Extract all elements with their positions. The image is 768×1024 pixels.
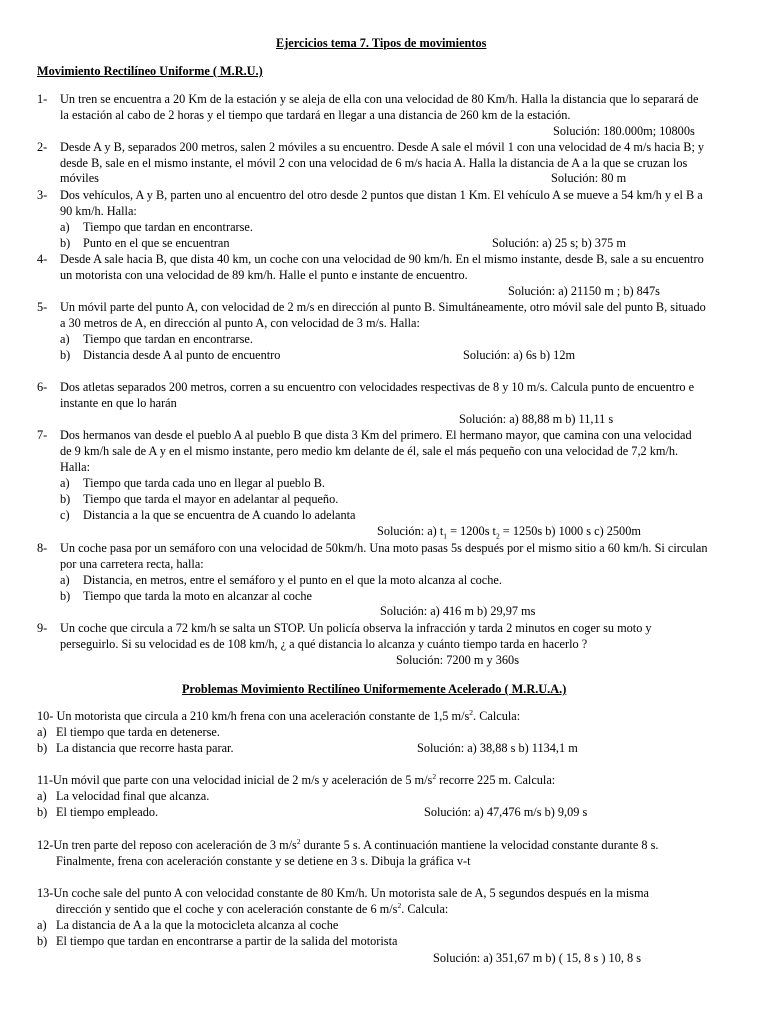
problem-text: perseguirlo. Si su velocidad es de 108 km/h, ¿ a qué distancia lo alcanza y cuánto tiempo tarda en hacerlo ?	[60, 637, 588, 651]
item-label: a)	[37, 725, 47, 739]
problem-number: 1-	[37, 92, 48, 106]
item-text: Distancia, en metros, entre el semáforo y el punto en el que la moto alcanza al coche.	[83, 573, 502, 587]
problem-text: dirección y sentido que el coche y con aceleración constante de 6 $m/s^2$. Calcula:	[56, 900, 449, 916]
document-title: Ejercicios tema 7. Tipos de movimientos	[276, 36, 487, 50]
solution-text: Solución: a) 6s b) 12m	[463, 348, 576, 362]
item-label: b)	[60, 589, 71, 603]
item-label: b)	[60, 492, 71, 506]
item-label: a)	[60, 220, 70, 234]
problem-number: 9-	[37, 621, 48, 635]
item-text: Tiempo que tardan en encontrarse.	[83, 220, 253, 234]
problem-number: 2-	[37, 140, 48, 154]
problem-text: Un tren se encuentra a 20 Km de la estación y se aleja de ella con una velocidad de 80 Km/h. Halla la distancia que lo separará de	[60, 92, 699, 106]
problem-text: Un móvil parte del punto A, con velocidad de 2 m/s en dirección al punto B. Simultáneamente, otro móvil sale del punto B, situado	[60, 300, 706, 314]
solution-text: Solución: a) 88,88 m b) 11,11 s	[459, 412, 614, 426]
item-label: b)	[60, 348, 71, 362]
item-text: Tiempo que tardan en encontrarse.	[83, 332, 253, 346]
problem-number: 8-	[37, 541, 48, 555]
problem-text: 10- Un motorista que circula a 210 km/h frena con una aceleración constante de 1,5 $m/s^2$. Calcula:	[37, 707, 521, 723]
item-label: a)	[37, 789, 47, 803]
item-text: El tiempo que tardan en encontrarse a partir de la salida del motorista	[56, 934, 398, 948]
item-label: a)	[60, 573, 70, 587]
solution-text: Solución: a) 21150 m ; b) 847s	[508, 284, 660, 298]
solution-text: Solución: a) 25 s; b) 375 m	[492, 236, 626, 250]
problem-number: 7-	[37, 428, 48, 442]
solution-text: Solución: a) 38,88 s b) 1134,1 m	[417, 741, 578, 755]
solution-text: Solución: a) 416 m b) 29,97 ms	[380, 604, 536, 618]
problem-number: 6-	[37, 380, 48, 394]
problem-text: 11-Un móvil que parte con una velocidad inicial de 2 m/s y aceleración de 5 $m/s^2$ recorre 225 m. Calcula:	[37, 771, 556, 787]
item-text: Punto en el que se encuentran	[83, 236, 230, 250]
solution-text: Solución: 7200 m y 360s	[396, 653, 519, 667]
solution-text: Solución: 80 m	[551, 171, 627, 185]
problem-text: Finalmente, frena con aceleración constante y se detiene en 3 s. Dibuja la gráfica v-t	[56, 854, 471, 868]
item-text: Tiempo que tarda el mayor en adelantar al pequeño.	[83, 492, 339, 506]
problem-text: 12-Un tren parte del reposo con aceleración de 3 $m/s^2$ durante 5 s. A continuación mantiene la velocidad constante durante 8 s.	[37, 836, 659, 852]
problem-text: un motorista con una velocidad de 89 km/h. Halle el punto e instante de encuentro.	[60, 268, 468, 282]
item-label: a)	[60, 476, 70, 490]
item-label: b)	[37, 934, 48, 948]
item-text: El tiempo empleado.	[56, 805, 159, 819]
problem-text: Dos hermanos van desde el pueblo A al pueblo B que dista 3 Km del primero. El hermano mayor, que camina con una velocidad	[60, 428, 692, 442]
problem-number: 5-	[37, 300, 48, 314]
problem-text: Desde A y B, separados 200 metros, salen 2 móviles a su encuentro. Desde A sale el móvil 1 con una velocidad de 4 m/s hacia B; y	[60, 140, 705, 154]
problem-text: desde B, sale en el mismo instante, el móvil 2 con una velocidad de 6 m/s hacia A. Halla la distancia de A a la que se cruzan los	[60, 156, 688, 170]
section-heading-mrua: Problemas Movimiento Rectilíneo Uniformemente Acelerado ( M.R.U.A.)	[182, 682, 567, 696]
item-label: b)	[37, 741, 48, 755]
item-label: a)	[60, 332, 70, 346]
item-text: Distancia desde A al punto de encuentro	[83, 348, 281, 362]
problem-text: Dos atletas separados 200 metros, corren a su encuentro con velocidades respectivas de 8 y 10 m/s. Calcula punto de encuentro e	[60, 380, 695, 394]
item-text: Tiempo que tarda cada uno en llegar al pueblo B.	[83, 476, 325, 490]
item-label: b)	[60, 236, 71, 250]
problem-text: móviles	[60, 171, 99, 185]
item-label: b)	[37, 805, 48, 819]
solution-text: Solución: a) $t_1 = 1200s$ $t_2 = 1250s$ b) 1000 s c) 2500m	[377, 524, 641, 541]
item-text: La distancia que recorre hasta parar.	[56, 741, 234, 755]
section-heading-mru: Movimiento Rectilíneo Uniforme ( M.R.U.)	[37, 64, 263, 78]
problem-text: instante en que lo harán	[60, 396, 177, 410]
problem-text: de 9 km/h sale de A y en el mismo instante, pero medio km delante de él, sale el más pequeño con una velocidad de 7,2 km/h.	[60, 444, 679, 458]
problem-text: Un coche que circula a 72 km/h se salta un STOP. Un policía observa la infracción y tarda 2 minutos en coger su moto y	[60, 621, 652, 635]
problem-text: por una carretera recta, halla:	[60, 557, 204, 571]
item-text: El tiempo que tarda en detenerse.	[56, 725, 220, 739]
problem-text: 90 km/h. Halla:	[60, 204, 137, 218]
problem-number: 3-	[37, 188, 48, 202]
item-text: La velocidad final que alcanza.	[56, 789, 210, 803]
problem-text: a 30 metros de A, en dirección al punto A, con velocidad de 3 m/s. Halla:	[60, 316, 420, 330]
item-text: Tiempo que tarda la moto en alcanzar al coche	[83, 589, 312, 603]
item-text: La distancia de A a la que la motocicleta alcanza al coche	[56, 918, 339, 932]
problem-text: Desde A sale hacia B, que dista 40 km, un coche con una velocidad de 90 km/h. En el mismo instante, desde B, sale a su encuentro	[60, 252, 704, 266]
solution-text: Solución: a) 351,67 m b) ( 15, 8 s ) 10, 8 s	[433, 951, 642, 965]
problem-text: 13-Un coche sale del punto A con velocidad constante de 80 Km/h. Un motorista sale de A, 5 segundos después en la misma	[37, 886, 649, 900]
problem-text: la estación al cabo de 2 horas y el tiempo que tardará en llegar a una distancia de 260 km de la estación.	[60, 108, 571, 122]
solution-text: Solución: 180.000m; 10800s	[553, 124, 695, 138]
problem-number: 4-	[37, 252, 48, 266]
problem-text: Dos vehículos, A y B, parten uno al encuentro del otro desde 2 puntos que distan 1 Km. El vehículo A se mueve a 54 km/h y el B a	[60, 188, 703, 202]
problem-text: Un coche pasa por un semáforo con una velocidad de 50km/h. Una moto pasas 5s después por el mismo sitio a 60 km/h. Si circulan	[60, 541, 708, 555]
solution-text: Solución: a) 47,476 m/s b) 9,09 s	[424, 805, 588, 819]
problem-text: Halla:	[60, 460, 91, 474]
item-label: a)	[37, 918, 47, 932]
item-text: Distancia a la que se encuentra de A cuando lo adelanta	[83, 508, 356, 522]
item-label: c)	[60, 508, 70, 522]
